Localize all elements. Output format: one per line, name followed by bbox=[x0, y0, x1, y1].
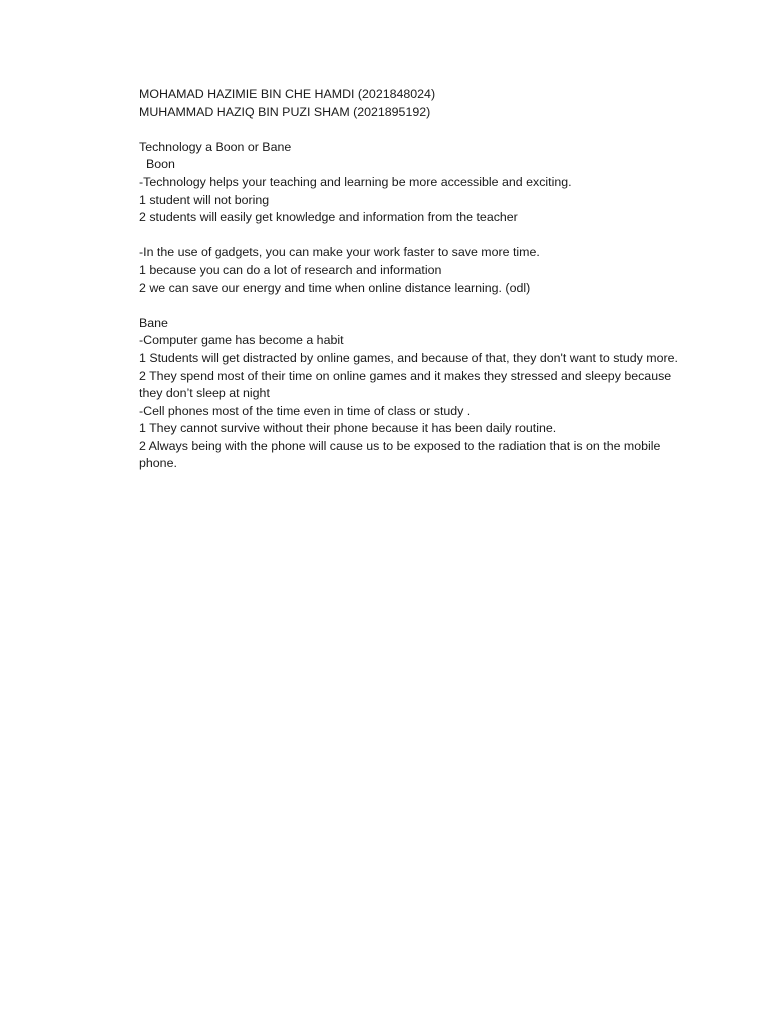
bane-heading: Bane bbox=[139, 315, 168, 330]
author-line-1: MOHAMAD HAZIMIE BIN CHE HAMDI (2021848024) bbox=[139, 87, 436, 101]
boon-point-1-reason-1: 1 student will not boring bbox=[139, 192, 270, 207]
boon-point-2: -In the use of gadgets, you can make your work faster to save more time. bbox=[139, 245, 540, 260]
boon-point-2-reason-2: 2 we can save our energy and time when online distance learning. (odl) bbox=[139, 280, 531, 295]
document-title: Technology a Boon or Bane bbox=[139, 139, 292, 154]
blank-line bbox=[139, 297, 684, 315]
boon-heading: Boon bbox=[146, 157, 175, 172]
boon-point-1-reason-2: 2 students will easily get knowledge and information from the teacher bbox=[139, 210, 518, 225]
document-body bbox=[139, 86, 684, 473]
bane-point-2-reason-1: 1 They cannot survive without their phone because it has been daily routine. bbox=[139, 421, 557, 436]
boon-point-1: -Technology helps your teaching and learning be more accessible and exciting. bbox=[139, 174, 572, 189]
bane-point-1-reason-1: 1 Students will get distracted by online games, and because of that, they don't want to study more. bbox=[139, 350, 678, 365]
author-line-2: MUHAMMAD HAZIQ BIN PUZI SHAM (2021895192) bbox=[139, 104, 431, 119]
bane-point-1-reason-2: 2 They spend most of their time on online games and it makes they stressed and sleepy because they don’t sleep at night bbox=[139, 368, 675, 401]
blank-line bbox=[139, 227, 684, 245]
bane-point-1: -Computer game has become a habit bbox=[139, 333, 344, 348]
boon-point-2-reason-1: 1 because you can do a lot of research and information bbox=[139, 262, 442, 277]
blank-line bbox=[139, 121, 684, 139]
bane-point-2: -Cell phones most of the time even in time of class or study . bbox=[139, 403, 471, 418]
bane-point-2-reason-2: 2 Always being with the phone will cause us to be exposed to the radiation that is on the mobile phone. bbox=[139, 438, 664, 471]
